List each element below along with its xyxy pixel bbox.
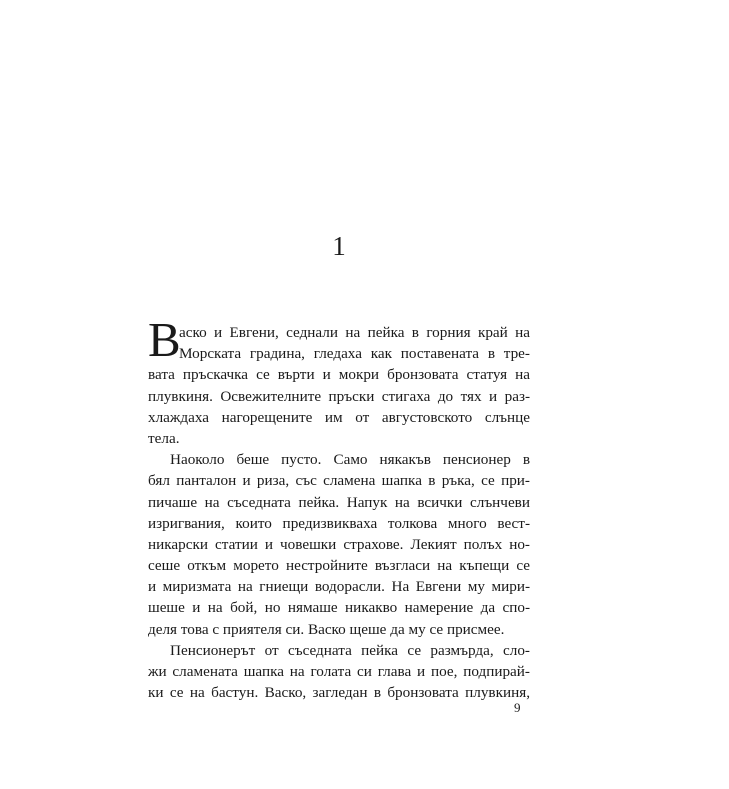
- text-line: Наоколо беше пусто. Само някакъв пенсионер в: [170, 451, 530, 469]
- text-line: вата пръскачка се върти и мокри бронзовата статуя на: [148, 366, 530, 384]
- text-line: ки се на бастун. Васко, загледан в бронзовата плувкиня,: [148, 684, 530, 702]
- text-line: деля това с приятеля си. Васко щеше да му се присмее.: [148, 620, 505, 638]
- text-line: шеше и на бой, но нямаше никакво намерение да спо-: [148, 599, 530, 617]
- page-number: 9: [514, 700, 521, 715]
- body-text: [148, 322, 530, 703]
- text-line: жи сламената шапка на голата си глава и пое, подпирай-: [148, 663, 530, 680]
- text-line: Пенсионерът от съседната пейка се размърда, сло-: [170, 641, 530, 659]
- text-line: аско и Евгени, седнали на пейка в горния край на: [179, 324, 530, 341]
- text-line: и миризмата на гниещи водорасли. На Евгени му мири-: [148, 578, 530, 596]
- chapter-number: 1: [332, 231, 346, 261]
- text-line: пичаше на съседната пейка. Напук на всички слънчеви: [148, 493, 530, 511]
- text-line: бял панталон и риза, със сламена шапка в ръка, се при-: [148, 472, 530, 490]
- text-line: тела.: [148, 429, 180, 447]
- text-line: никарски статии и човешки страхове. Лекият полъх но-: [148, 535, 530, 553]
- text-line: сеше откъм морето нестройните възгласи на къпещи се: [148, 557, 530, 575]
- text-line: хлаждаха нагорещените им от августовското слънце: [148, 408, 530, 426]
- drop-cap: В: [148, 312, 181, 367]
- text-line: плувкиня. Освежителните пръски стигаха до тях и раз-: [148, 387, 530, 405]
- text-line: Морската градина, гледаха как поставената в тре-: [179, 345, 530, 363]
- text-line: изригвания, които предизвикваха толкова много вест-: [148, 514, 530, 532]
